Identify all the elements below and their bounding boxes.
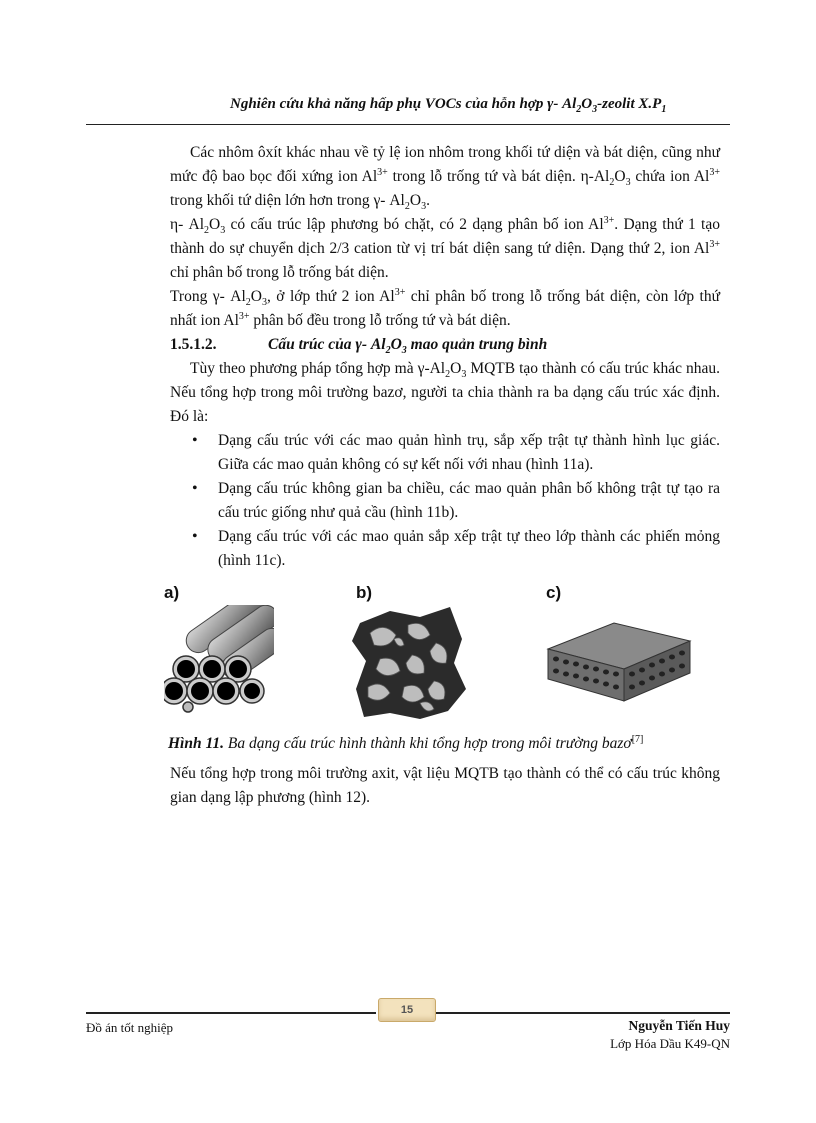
footer-class: Lớp Hóa Dầu K49-QN — [610, 1036, 730, 1051]
bullet-item: • Dạng cấu trúc không gian ba chiều, các mao quản phân bố không trật tự tạo ra cấu trúc giống như quả cầu (hình 11b). — [170, 477, 720, 525]
section-heading: 1.5.1.2. Cấu trúc của γ- $Al_2O_3$ mao quản trung bình — [170, 336, 548, 357]
paragraph-3: Trong γ- $Al_2O_3$, ở lớp thứ 2 ion $Al^{3+}$ chỉ phân bố trong lỗ trống bát diện, còn lớp thứ nhất ion $Al^{3+}$ phân bố đều trong lỗ trống tứ và bát diện. — [170, 286, 720, 329]
running-header: Nghiên cứu khả năng hấp phụ VOCs của hỗn hợp γ- $Al_2O_3$-zeolit $X.P_1$ — [230, 96, 667, 115]
3d-disordered-pores-illustration — [350, 603, 470, 723]
paragraph-1: Các nhôm ôxít khác nhau về tỷ lệ ion nhôm trong khối tứ diện và bát diện, cũng như mức độ bao bọc đối xứng ion $Al^{3+}$ trong lỗ trống tứ và bát diện. $\eta-Al_2O_3$ chứa ion $Al^{3+}$ trong khối tứ diện lớn hơn trong γ- $Al_2O_3$. — [170, 144, 720, 213]
page-number: 15 — [378, 998, 436, 1022]
footer-author: Nguyễn Tiến Huy — [628, 1018, 730, 1033]
figure-label-a: a) — [164, 583, 180, 602]
bullet-item: • Dạng cấu trúc với các mao quản hình trụ, sắp xếp trật tự thành hình lục giác. Giữa các mao quản không có sự kết nối với nhau (hình 11a). — [170, 429, 720, 477]
figure-11 — [160, 583, 730, 733]
hexagonal-cylinders-illustration — [164, 605, 274, 713]
bullet-list — [170, 429, 720, 573]
footer-rule-left — [86, 1012, 376, 1014]
lamellar-sheets-illustration — [544, 613, 694, 713]
paragraph-2: η- $Al_2O_3$ có cấu trúc lập phương bó chặt, có 2 dạng phân bố ion $Al^{3+}$. Dạng thứ 1 tạo thành do sự chuyển dịch 2/3 cation từ vị trí bát diện sang tứ diện. Dạng thứ 2, ion $Al^{3+}$ chỉ phân bố trong lỗ trống bát diện. — [170, 214, 720, 281]
figure-label-b: b) — [356, 583, 373, 602]
footer-left-text: Đồ án tốt nghiệp — [86, 1020, 174, 1035]
body-text — [170, 141, 720, 573]
footer-rule-right — [436, 1012, 730, 1014]
paragraph-4: Tùy theo phương pháp tổng hợp mà $\gamma-Al_2O_3$ MQTB tạo thành có cấu trúc khác nhau. Nếu tổng hợp trong môi trường bazơ, người ta chia thành ra ba dạng cấu trúc xác định. Đó là: — [170, 360, 720, 425]
figure-caption: Hình 11. Ba dạng cấu trúc hình thành khi tổng hợp trong môi trường bazơ[7] — [168, 733, 644, 752]
header-rule — [86, 124, 730, 125]
paragraph-5: Nếu tổng hợp trong môi trường axit, vật liệu MQTB tạo thành có thể có cấu trúc không gian dạng lập phương (hình 12). — [170, 765, 720, 806]
bullet-item: • Dạng cấu trúc với các mao quản sắp xếp trật tự theo lớp thành các phiến mỏng (hình 11c). — [170, 525, 720, 573]
figure-label-c: c) — [546, 583, 562, 602]
